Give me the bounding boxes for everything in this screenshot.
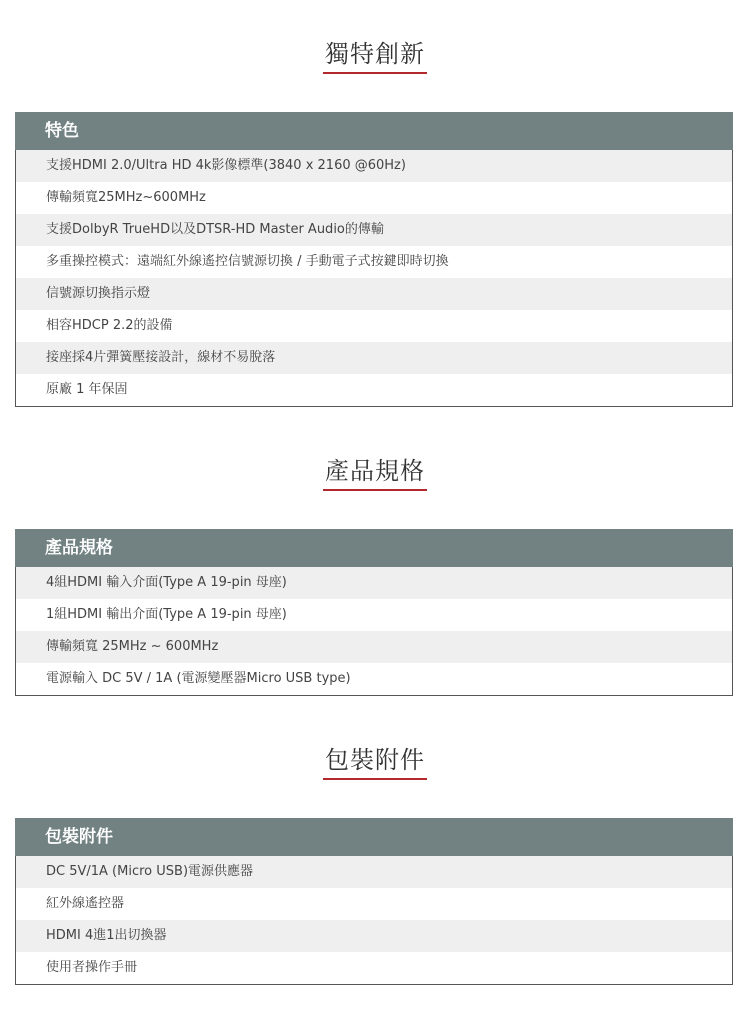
table-row: 紅外線遙控器	[16, 888, 732, 920]
table-row: 電源輸入 DC 5V / 1A (電源變壓器Micro USB type)	[16, 663, 732, 695]
table-row: 相容HDCP 2.2的設備	[16, 310, 732, 342]
table-row: 4組HDMI 輸入介面(Type A 19-pin 母座)	[16, 567, 732, 599]
section-title-package	[0, 744, 750, 780]
specs-table	[15, 529, 733, 696]
table-row: DC 5V/1A (Micro USB)電源供應器	[16, 856, 732, 888]
table-row: 傳輸頻寬 25MHz ~ 600MHz	[16, 631, 732, 663]
section-heading: 產品規格	[323, 455, 427, 491]
table-header: 包裝附件	[15, 818, 733, 856]
table-row: 使用者操作手冊	[16, 952, 732, 984]
section-heading: 包裝附件	[323, 744, 427, 780]
table-row: 信號源切換指示燈	[16, 278, 732, 310]
section-heading: 獨特創新	[323, 38, 427, 74]
table-row: 傳輸頻寬25MHz~600MHz	[16, 182, 732, 214]
table-header: 特色	[15, 112, 733, 150]
table-row: 接座採4片彈簧壓接設計，線材不易脫落	[16, 342, 732, 374]
table-row: HDMI 4進1出切換器	[16, 920, 732, 952]
table-row: 1組HDMI 輸出介面(Type A 19-pin 母座)	[16, 599, 732, 631]
table-row: 支援DolbyR TrueHD以及DTSR-HD Master Audio的傳輸	[16, 214, 732, 246]
table-row: 多重操控模式：遠端紅外線遙控信號源切換 / 手動電子式按鍵即時切換	[16, 246, 732, 278]
package-table	[15, 818, 733, 985]
section-title-features	[0, 38, 750, 74]
table-row: 原廠 1 年保固	[16, 374, 732, 406]
features-table	[15, 112, 733, 407]
table-header: 產品規格	[15, 529, 733, 567]
section-title-specs	[0, 455, 750, 491]
table-row: 支援HDMI 2.0/Ultra HD 4k影像標準(3840 x 2160 @60Hz)	[16, 150, 732, 182]
